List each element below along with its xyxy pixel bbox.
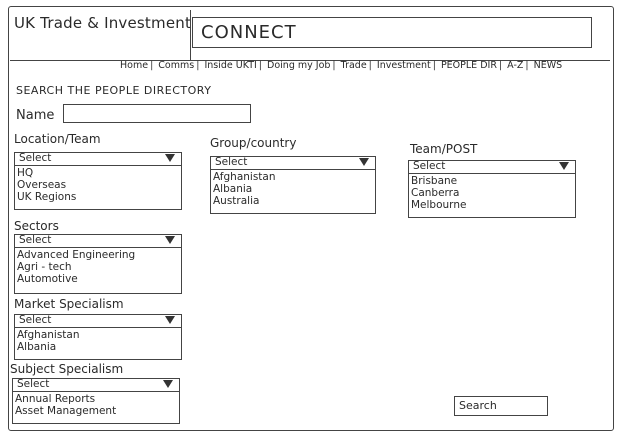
group-country-selected: Select xyxy=(215,156,248,168)
subject-specialism-options xyxy=(12,392,180,424)
list-item[interactable]: HQ xyxy=(17,167,34,179)
nav-separator: | xyxy=(525,60,529,71)
name-label: Name xyxy=(16,108,55,123)
location-team-options xyxy=(14,166,182,210)
nav-separator: | xyxy=(498,60,503,71)
group-country-options xyxy=(210,170,376,214)
nav-separator: | xyxy=(432,60,436,71)
list-item[interactable]: Canberra xyxy=(411,187,460,199)
market-specialism-label: Market Specialism xyxy=(14,297,124,311)
market-specialism-selected: Select xyxy=(19,314,52,326)
list-item[interactable]: Advanced Engineering xyxy=(17,249,136,261)
nav-separator: | xyxy=(196,60,200,71)
market-specialism-select[interactable] xyxy=(14,314,182,328)
nav-item-inside-ukti[interactable]: Inside UKTI xyxy=(204,60,257,71)
nav-separator: | xyxy=(258,60,262,71)
list-item[interactable]: Brisbane xyxy=(411,175,458,187)
team-post-options xyxy=(408,174,576,218)
group-country-filter xyxy=(210,156,376,214)
dropdown-arrow-icon xyxy=(559,162,569,170)
team-post-select[interactable] xyxy=(408,160,576,174)
list-item[interactable]: Annual Reports xyxy=(15,393,96,405)
dropdown-arrow-icon xyxy=(163,380,173,388)
list-item[interactable]: Australia xyxy=(213,195,260,207)
brand-divider xyxy=(190,10,191,60)
nav-separator: | xyxy=(332,60,336,71)
list-item[interactable]: Agri - tech xyxy=(17,261,72,273)
subject-specialism-filter xyxy=(12,378,180,424)
nav-separator: | xyxy=(150,60,154,71)
list-item[interactable]: Asset Management xyxy=(15,405,117,417)
group-country-label: Group/country xyxy=(210,136,297,150)
nav-item-home[interactable]: Home xyxy=(120,60,149,71)
nav-item-a-z[interactable]: A-Z xyxy=(507,60,524,71)
list-item[interactable]: UK Regions xyxy=(17,191,77,203)
sectors-selected: Select xyxy=(19,234,52,246)
app-title: CONNECT xyxy=(192,17,592,48)
list-item[interactable]: Automotive xyxy=(17,273,78,285)
nav-item-news[interactable]: NEWS xyxy=(533,60,563,71)
list-item[interactable]: Melbourne xyxy=(411,199,467,211)
sectors-select[interactable] xyxy=(14,234,182,248)
sectors-options xyxy=(14,248,182,294)
nav-item-investment[interactable]: Investment xyxy=(376,60,431,71)
subject-specialism-selected: Select xyxy=(17,378,50,390)
dropdown-arrow-icon xyxy=(165,316,175,324)
list-item[interactable]: Afghanistan xyxy=(17,329,80,341)
group-country-select[interactable] xyxy=(210,156,376,170)
name-input[interactable] xyxy=(63,104,251,123)
market-specialism-options xyxy=(14,328,182,360)
subject-specialism-label: Subject Specialism xyxy=(10,362,124,376)
nav-item-trade[interactable]: Trade xyxy=(340,60,367,71)
search-button[interactable]: Search xyxy=(454,396,548,416)
location-team-select[interactable] xyxy=(14,152,182,166)
sectors-filter xyxy=(14,234,182,294)
nav-separator: | xyxy=(368,60,372,71)
dropdown-arrow-icon xyxy=(359,158,369,166)
team-post-selected: Select xyxy=(413,160,446,172)
list-item[interactable]: Albania xyxy=(213,183,253,195)
nav-item-doing-my-job[interactable]: Doing my Job xyxy=(267,60,331,71)
page-title: SEARCH THE PEOPLE DIRECTORY xyxy=(16,84,212,97)
location-team-label: Location/Team xyxy=(14,132,101,146)
location-team-selected: Select xyxy=(19,152,52,164)
team-post-label: Team/POST xyxy=(410,142,478,156)
list-item[interactable]: Overseas xyxy=(17,179,67,191)
nav-item-people-dir[interactable]: PEOPLE DIR xyxy=(440,60,497,71)
location-team-filter xyxy=(14,152,182,210)
main-nav xyxy=(120,60,562,71)
market-specialism-filter xyxy=(14,314,182,360)
team-post-filter xyxy=(408,160,576,218)
dropdown-arrow-icon xyxy=(165,236,175,244)
subject-specialism-select[interactable] xyxy=(12,378,180,392)
list-item[interactable]: Afghanistan xyxy=(213,171,276,183)
nav-item-comms[interactable]: Comms xyxy=(158,60,195,71)
dropdown-arrow-icon xyxy=(165,154,175,162)
list-item[interactable]: Albania xyxy=(17,341,57,353)
brand-logo: UK Trade & Investment xyxy=(14,14,192,32)
sectors-label: Sectors xyxy=(14,219,59,233)
